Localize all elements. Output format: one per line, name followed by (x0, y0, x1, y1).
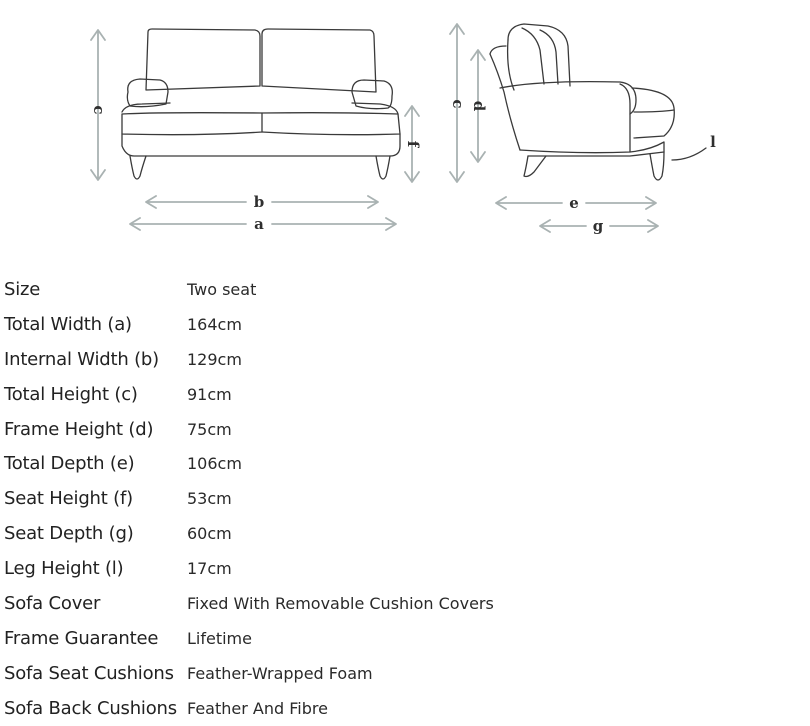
spec-label: Seat Depth (g) (4, 523, 134, 545)
spec-value: 75cm (187, 419, 232, 439)
spec-label: Sofa Cover (4, 592, 101, 614)
spec-row-total-width (4, 307, 784, 342)
spec-label: Frame Height (d) (4, 418, 154, 440)
spec-value: 129cm (187, 349, 242, 369)
spec-label: Sofa Back Cushions (4, 697, 177, 719)
spec-label: Seat Height (f) (4, 488, 133, 510)
spec-label: Total Height (c) (4, 383, 138, 405)
front-dim-a-label: a (254, 215, 264, 233)
side-dim-g-label: g (592, 217, 604, 235)
spec-label: Sofa Seat Cushions (4, 662, 174, 684)
spec-label: Total Depth (e) (4, 453, 135, 475)
spec-value: 60cm (187, 524, 232, 544)
side-dim-d-label: d (470, 100, 488, 112)
front-view (90, 29, 422, 233)
spec-row-sofa-cover (4, 586, 784, 621)
spec-value: Two seat (187, 279, 257, 299)
spec-label: Total Width (a) (4, 313, 132, 335)
spec-row-seat-cushions (4, 656, 784, 691)
side-dim-c-label: c (449, 99, 467, 109)
spec-value: 17cm (187, 559, 232, 579)
spec-table (4, 272, 784, 726)
spec-label: Size (4, 278, 41, 300)
spec-label: Frame Guarantee (4, 627, 159, 649)
spec-row-back-cushions (4, 691, 784, 726)
spec-row-leg-height (4, 551, 784, 586)
spec-value: Feather And Fibre (187, 698, 328, 718)
spec-value: 91cm (187, 384, 232, 404)
spec-value: Fixed With Removable Cushion Covers (187, 593, 494, 613)
spec-value: Feather-Wrapped Foam (187, 663, 373, 683)
front-dim-c-label: c (90, 105, 108, 115)
spec-value: 106cm (187, 454, 242, 474)
spec-value: 164cm (187, 314, 242, 334)
front-dim-f-label: f (404, 140, 422, 148)
spec-row-total-height (4, 377, 784, 412)
spec-row-seat-depth (4, 516, 784, 551)
spec-row-frame-height (4, 412, 784, 447)
spec-row-seat-height (4, 481, 784, 516)
spec-value: 53cm (187, 489, 232, 509)
spec-label: Leg Height (l) (4, 558, 124, 580)
side-dim-e-label: e (569, 194, 579, 212)
spec-row-internal-width (4, 342, 784, 377)
sofa-dimension-diagram (0, 0, 810, 262)
side-view (449, 24, 716, 235)
spec-row-total-depth (4, 446, 784, 481)
front-dim-b-label: b (253, 193, 265, 211)
spec-value: Lifetime (187, 628, 252, 648)
spec-row-size (4, 272, 784, 307)
spec-label: Internal Width (b) (4, 348, 159, 370)
side-dim-l-label: l (710, 133, 716, 151)
spec-row-frame-guarantee (4, 621, 784, 656)
